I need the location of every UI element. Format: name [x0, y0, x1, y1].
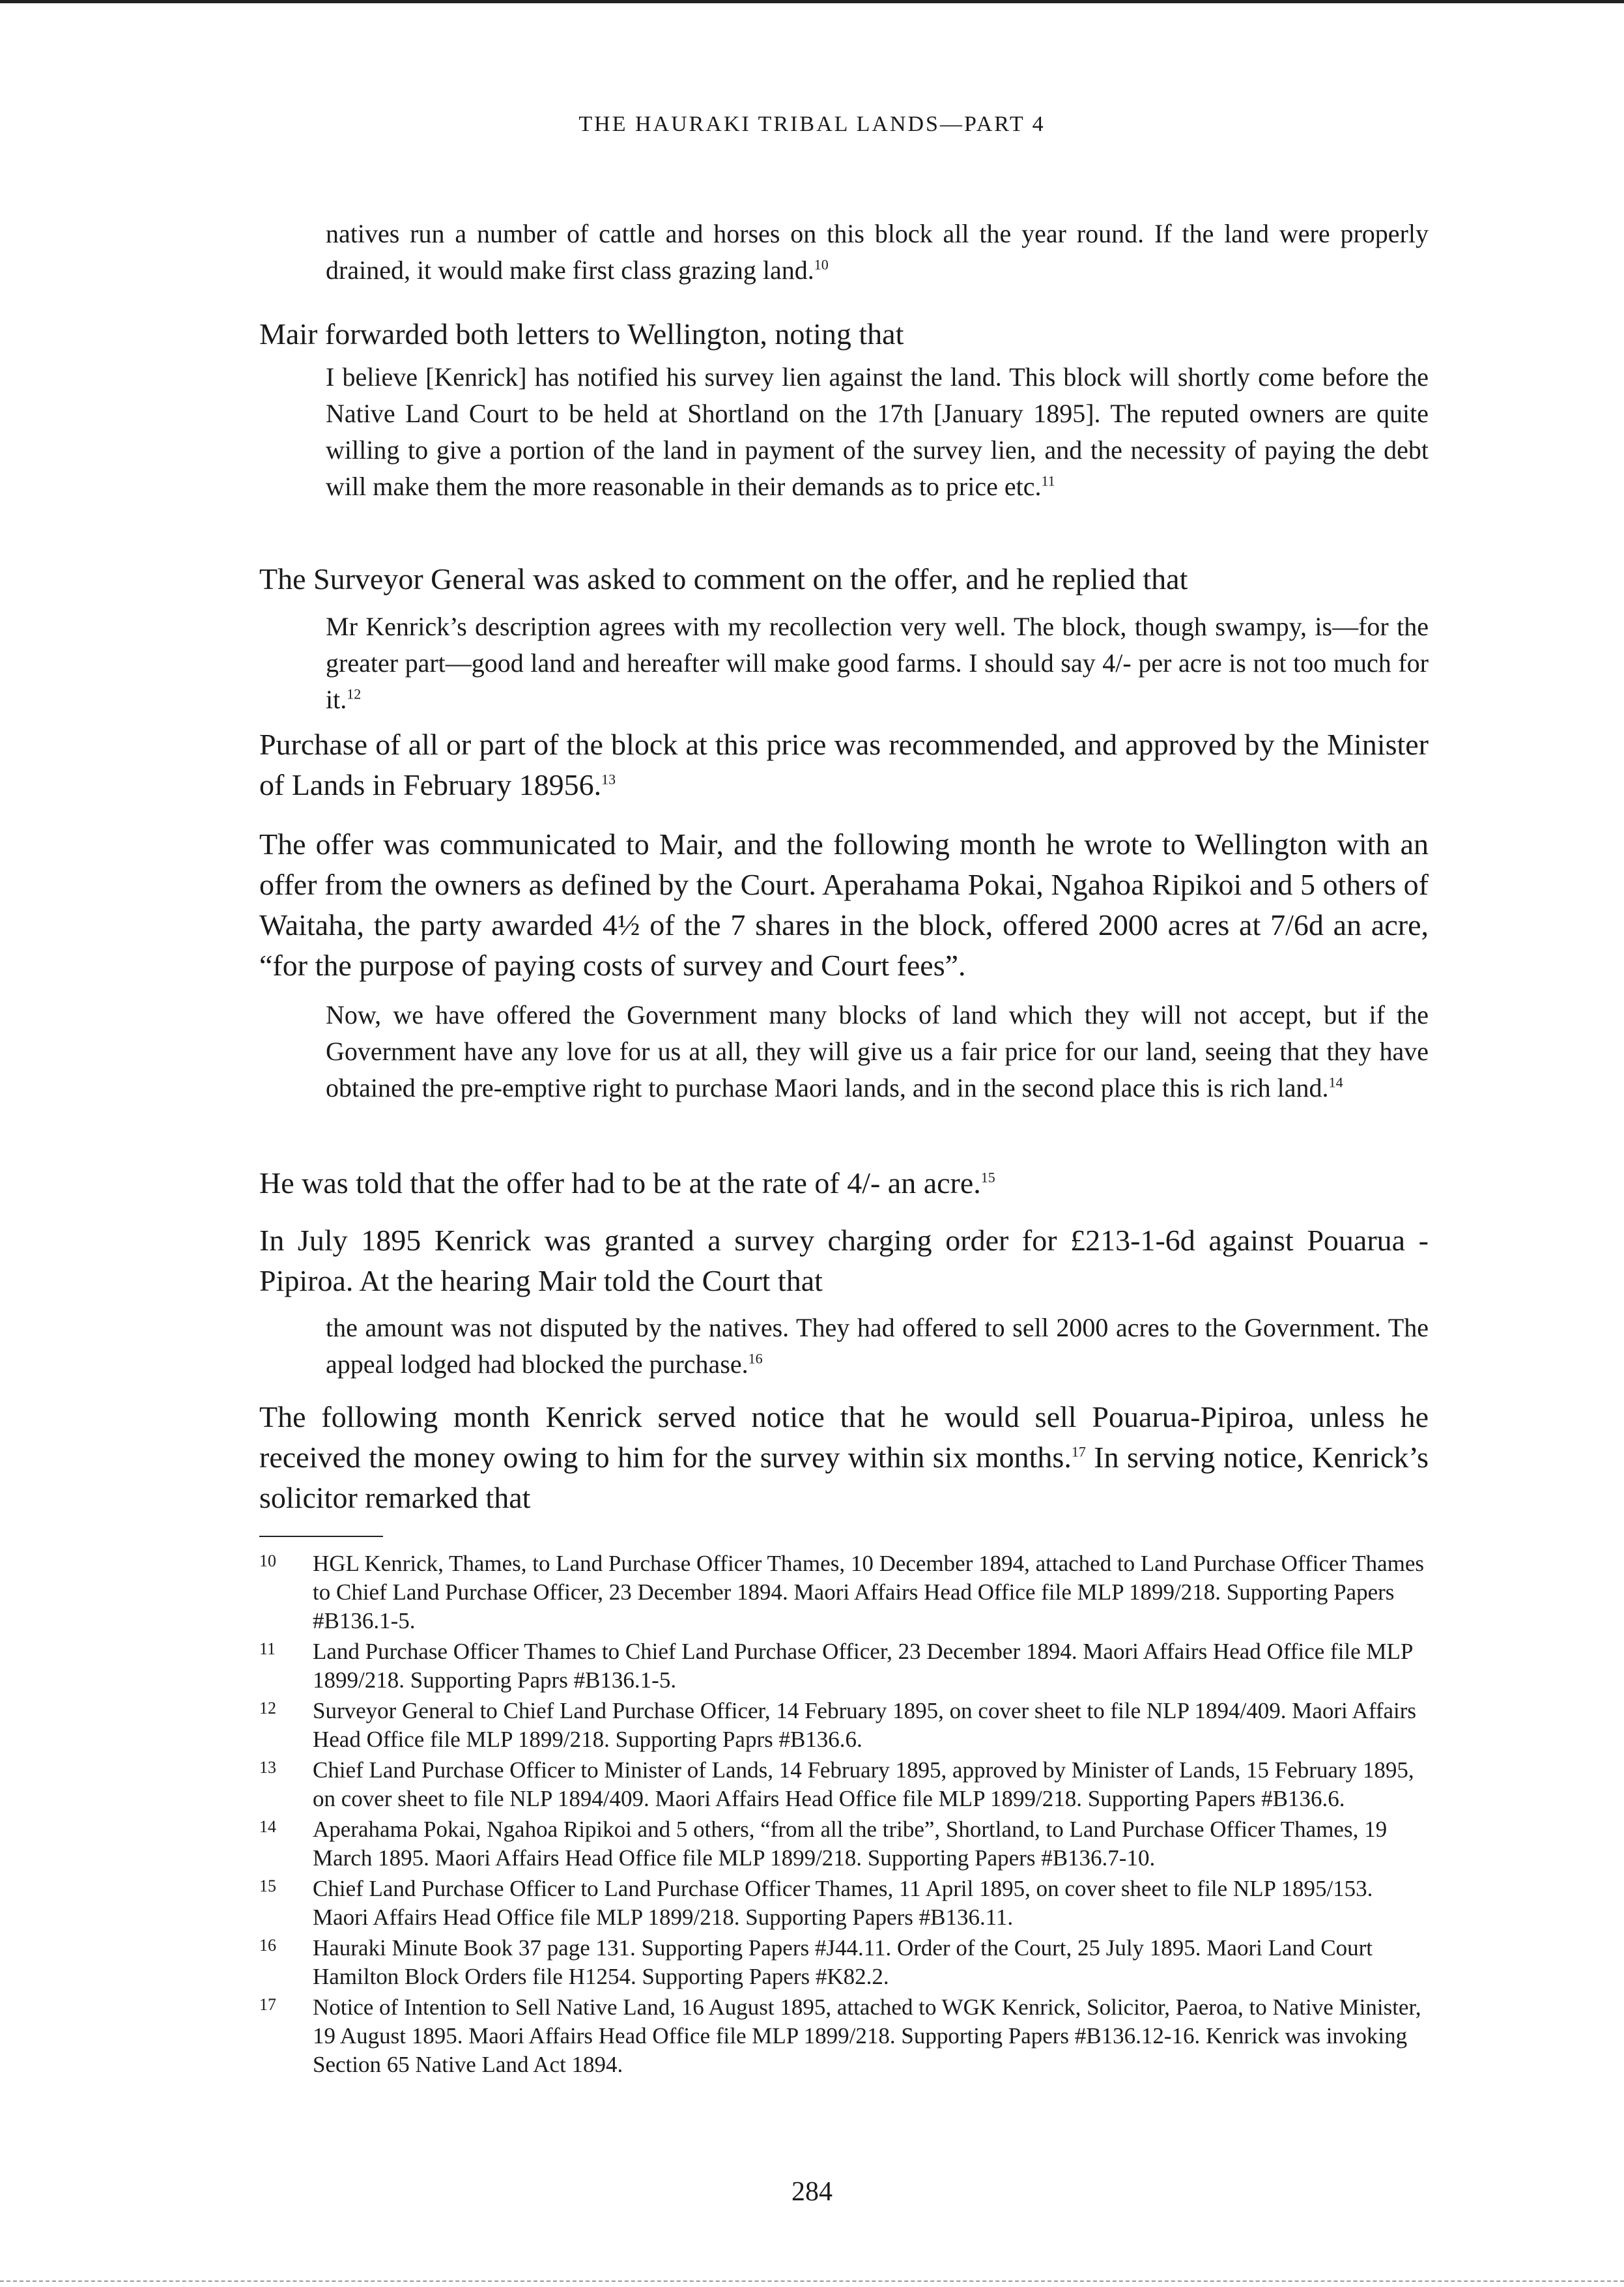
running-header: THE HAURAKI TRIBAL LANDS—PART 4	[578, 112, 1046, 136]
footnote-text: Chief Land Purchase Officer to Land Purchase Officer Thames, 11 April 1895, on cover sheet to file NLP 1895/153. Maori Affairs Head Office file MLP 1899/218. Supporting Papers #B136.11.	[313, 1876, 1373, 1930]
footnote	[259, 1549, 1429, 1635]
body-paragraph: In July 1895 Kenrick was granted a survey charging order for £213-1-6d against Pouarua - Pipiroa. At the hearing Mair told the Court that	[259, 1224, 1429, 1297]
footnotes	[259, 1549, 1429, 2081]
body-paragraph: The following month Kenrick served notice that he would sell Pouarua-Pipiroa, unless he received the money owing to him for the survey within six months.$^{17}$ In serving notice, Kenrick’s solicitor remarked that	[259, 1400, 1429, 1514]
footnote-number: 14	[259, 1817, 276, 1836]
footnote-text: Hauraki Minute Book 37 page 131. Supporting Papers #J44.11. Order of the Court, 25 July 1895. Maori Land Court Hamilton Block Orders file H1254. Supporting Papers #K82.2.	[313, 1935, 1373, 1989]
body-paragraph: The offer was communicated to Mair, and the following month he wrote to Wellington with an offer from the owners as defined by the Court. Aperahama Pokai, Ngahoa Ripikoi and 5 others of Waitaha, the party awarded 4½ of the 7 shares in the block, offered 2000 acres at 7/6d an acre, “for the purpose of paying costs of survey and Court fees”.	[259, 827, 1429, 982]
footnote	[259, 1875, 1429, 1932]
footnote-text: Notice of Intention to Sell Native Land, 16 August 1895, attached to WGK Kenrick, Solicitor, Paeroa, to Native Minister, 19 August 1895. Maori Affairs Head Office file MLP 1899/218. Supporting Papers #B136.12-16. Kenrick was invoking Section 65 Native Land Act 1894.	[313, 1994, 1421, 2077]
body-paragraph: The Surveyor General was asked to comment on the offer, and he replied that	[259, 562, 1188, 596]
footnote-text: HGL Kenrick, Thames, to Land Purchase Officer Thames, 10 December 1894, attached to Land Purchase Officer Thames to Chief Land Purchase Officer, 23 December 1894. Maori Affairs Head Office file MLP 1899/218. Supporting Papers #B136.1-5.	[313, 1551, 1424, 1633]
footnote-number: 16	[259, 1936, 276, 1955]
footnote-text: Aperahama Pokai, Ngahoa Ripikoi and 5 others, “from all the tribe”, Shortland, to Land Purchase Officer Thames, 19 March 1895. Maori Affairs Head Office file MLP 1899/218. Supporting Papers #B136.7-10.	[313, 1817, 1388, 1871]
footnote-number: 10	[259, 1551, 276, 1570]
footnote-text: Land Purchase Officer Thames to Chief Land Purchase Officer, 23 December 1894. Maori Affairs Head Office file MLP 1899/218. Supporting Paprs #B136.1-5.	[313, 1639, 1413, 1693]
block-quote: the amount was not disputed by the natives. They had offered to sell 2000 acres to the Government. The appeal lodged had blocked the purchase.$^{16}$	[326, 1313, 1429, 1379]
footnote-text: Surveyor General to Chief Land Purchase Officer, 14 February 1895, on cover sheet to file NLP 1894/409. Maori Affairs Head Office file MLP 1899/218. Supporting Paprs #B136.6.	[313, 1698, 1417, 1752]
footnote	[259, 1756, 1429, 1813]
footnote	[259, 1934, 1429, 1991]
footnote-divider	[259, 1536, 383, 1537]
footnote-number: 17	[259, 1995, 276, 2014]
footnote	[259, 1815, 1429, 1873]
footnote	[259, 1993, 1429, 2079]
footnote-number: 15	[259, 1877, 276, 1895]
footnote	[259, 1697, 1429, 1754]
block-quote: Mr Kenrick’s description agrees with my recollection very well. The block, though swampy, is—for the greater part—good land and hereafter will make good farms. I should say 4/- per acre is not too much for it.$^{12}$	[326, 612, 1429, 714]
block-quote: natives run a number of cattle and horses on this block all the year round. If the land were properly drained, it would make first class grazing land.$^{10}$	[326, 219, 1429, 285]
footnote-number: 13	[259, 1758, 276, 1777]
footnote-number: 11	[259, 1639, 276, 1658]
footnote-number: 12	[259, 1699, 276, 1718]
block-quote: Now, we have offered the Government many blocks of land which they will not accept, but if the Government have any love for us at all, they will give us a fair price for our land, seeing that they have obtained the pre-emptive right to purchase Maori lands, and in the second place this is rich land.$^{14}$	[326, 1000, 1429, 1102]
body-paragraph: Mair forwarded both letters to Wellington, noting that	[259, 317, 904, 351]
page-number: 284	[791, 2177, 833, 2207]
body-paragraph: Purchase of all or part of the block at this price was recommended, and approved by the Minister of Lands in February 18956.13	[259, 728, 1429, 801]
footnote-text: Chief Land Purchase Officer to Minister of Lands, 14 February 1895, approved by Minister of Lands, 15 February 1895, on cover sheet to file NLP 1894/409. Maori Affairs Head Office file MLP 1899/218. Supporting Papers #B136.6.	[313, 1757, 1414, 1811]
block-quote: I believe [Kenrick] has notified his survey lien against the land. This block will shortly come before the Native Land Court to be held at Shortland on the 17th [January 1895]. The reputed owners are quite willing to give a portion of the land in payment of the survey lien, and the necessity of paying the debt will make them the more reasonable in their demands as to price etc.$^{11}$	[326, 362, 1429, 501]
footnote	[259, 1637, 1429, 1695]
bottom-border	[0, 2280, 1624, 2283]
top-border	[0, 0, 1624, 3]
body-paragraph: He was told that the offer had to be at the rate of 4/- an acre.$^{15}$	[259, 1166, 995, 1200]
